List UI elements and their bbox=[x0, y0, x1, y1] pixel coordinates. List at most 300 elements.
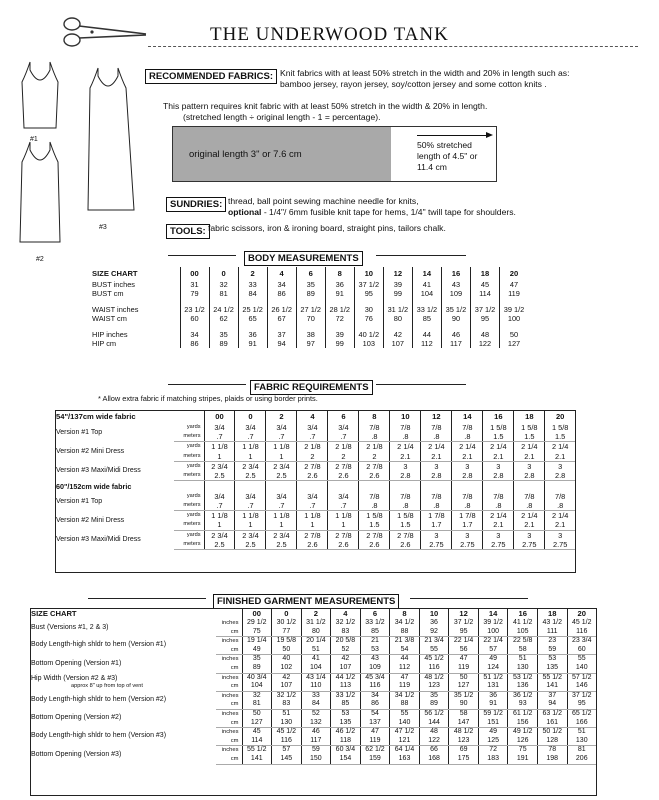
stretch-requirement-text: This pattern requires knit fabric with at least 50% stretch in the width & 20% in length. (stretched length ÷ original length - 1 = percentage). bbox=[163, 101, 488, 122]
value-cell: 48 bbox=[470, 330, 499, 339]
size-header bbox=[452, 481, 483, 492]
value-cell: 45 1/2 bbox=[419, 655, 449, 664]
row-label: Bottom Opening (Version #2) bbox=[31, 714, 122, 722]
value-cell: 3/4 bbox=[297, 492, 328, 501]
value-cell: 33 bbox=[301, 691, 331, 700]
value-cell: 75 bbox=[508, 746, 538, 755]
value-cell: 3/4 bbox=[204, 423, 235, 432]
value-cell: 62 1/2 bbox=[360, 746, 390, 755]
size-header bbox=[514, 481, 545, 492]
row-label: BUST inches bbox=[92, 280, 135, 290]
value-cell: 32 bbox=[242, 691, 272, 700]
size-header: 00 bbox=[180, 267, 209, 280]
table-row bbox=[92, 330, 528, 339]
value-cell: 43 1/2 bbox=[537, 619, 567, 628]
original-length-bar: original length 3" or 7.6 cm bbox=[173, 127, 391, 181]
row-label: Version #3 Maxi/Midi Dress bbox=[56, 536, 141, 544]
value-cell: 86 bbox=[180, 339, 209, 348]
value-cell: 58 bbox=[449, 709, 479, 718]
figure-label-3: #3 bbox=[99, 224, 107, 231]
table-row bbox=[31, 655, 596, 664]
value-cell: 3 bbox=[483, 530, 514, 540]
value-cell: 166 bbox=[567, 719, 596, 728]
stretched-length-text: 50% stretched length of 4.5" or 11.4 cm bbox=[417, 140, 478, 172]
tools-text: fabric scissors, iron & ironing board, straight pins, tailors chalk. bbox=[208, 223, 446, 233]
size-header bbox=[266, 481, 297, 492]
value-cell: 2.6 bbox=[359, 471, 390, 481]
value-cell: 1 5/8 bbox=[545, 423, 575, 432]
value-cell: 1 5/8 bbox=[390, 511, 421, 521]
value-cell: 2.1 bbox=[545, 452, 575, 462]
value-cell: .7 bbox=[266, 432, 297, 442]
value-cell: 7/8 bbox=[421, 492, 452, 501]
value-cell: 2.75 bbox=[545, 540, 575, 550]
value-cell: 47 bbox=[360, 728, 390, 737]
unit-label: cm bbox=[216, 646, 242, 655]
value-cell: 35 bbox=[419, 691, 449, 700]
value-cell: 3/4 bbox=[297, 423, 328, 432]
value-cell: 150 bbox=[301, 755, 331, 764]
value-cell: 36 bbox=[325, 280, 354, 289]
value-cell: 89 bbox=[209, 339, 238, 348]
value-cell: 60 3/4 bbox=[331, 746, 361, 755]
value-cell: 1 5/8 bbox=[359, 511, 390, 521]
sundries-label: SUNDRIES: bbox=[166, 194, 226, 212]
value-cell: 3 bbox=[390, 461, 421, 471]
value-cell: 72 bbox=[325, 314, 354, 323]
value-cell: 39 1/2 bbox=[500, 305, 528, 314]
value-cell: 47 bbox=[390, 673, 420, 682]
value-cell: 2 7/8 bbox=[359, 461, 390, 471]
value-cell: 137 bbox=[360, 719, 390, 728]
unit-label: yards bbox=[186, 424, 201, 430]
value-cell: 30 1/2 bbox=[272, 619, 302, 628]
value-cell: 95 bbox=[449, 628, 479, 637]
size-chart-label: SIZE CHART bbox=[92, 268, 138, 278]
figure-label-2: #2 bbox=[36, 256, 44, 263]
value-cell: 7/8 bbox=[421, 423, 452, 432]
value-cell: 91 bbox=[325, 289, 354, 298]
unit-label: yards bbox=[186, 492, 201, 499]
value-cell: 2.6 bbox=[297, 471, 328, 481]
value-cell: .7 bbox=[266, 501, 297, 511]
size-header: 2 bbox=[238, 267, 267, 280]
value-cell: 3 bbox=[545, 461, 575, 471]
value-cell: 161 bbox=[537, 719, 567, 728]
value-cell: 2.75 bbox=[452, 540, 483, 550]
value-cell: .8 bbox=[421, 501, 452, 511]
value-cell: 127 bbox=[242, 719, 272, 728]
value-cell: 76 bbox=[354, 314, 383, 323]
value-cell: 3/4 bbox=[328, 492, 359, 501]
value-cell: 2 1/4 bbox=[545, 511, 575, 521]
value-cell: 55 1/2 bbox=[537, 673, 567, 682]
value-cell: 2 1/4 bbox=[483, 511, 514, 521]
value-cell: 2.6 bbox=[328, 540, 359, 550]
value-cell: 43 bbox=[441, 280, 470, 289]
value-cell: 2 1/8 bbox=[328, 442, 359, 452]
size-header: 18 bbox=[537, 609, 567, 619]
size-header: 18 bbox=[514, 411, 545, 423]
value-cell: 43 1/4 bbox=[301, 673, 331, 682]
fabric-width-label: 60"/152cm wide fabric bbox=[56, 481, 132, 491]
table-row bbox=[56, 481, 575, 492]
table-row bbox=[31, 609, 596, 619]
value-cell: 103 bbox=[354, 339, 383, 348]
value-cell: 46 bbox=[441, 330, 470, 339]
garment-illustrations bbox=[14, 60, 144, 270]
value-cell: 107 bbox=[383, 339, 412, 348]
value-cell: 119 bbox=[449, 664, 479, 673]
value-cell: 206 bbox=[567, 755, 596, 764]
value-cell: 27 1/2 bbox=[296, 305, 325, 314]
size-header: 14 bbox=[452, 411, 483, 423]
value-cell: 123 bbox=[419, 682, 449, 691]
value-cell: 156 bbox=[508, 719, 538, 728]
value-cell: 2.1 bbox=[452, 452, 483, 462]
row-label: Version #3 Maxi/Midi Dress bbox=[56, 467, 141, 475]
value-cell: 1 bbox=[204, 520, 235, 530]
value-cell: 89 bbox=[242, 664, 272, 673]
value-cell: 2.5 bbox=[235, 471, 266, 481]
value-cell: .8 bbox=[359, 501, 390, 511]
value-cell: 7/8 bbox=[452, 423, 483, 432]
value-cell: 116 bbox=[272, 737, 302, 746]
value-cell: 140 bbox=[567, 664, 596, 673]
version-2-mini-dress-sketch bbox=[20, 142, 60, 242]
value-cell: 20 5/8 bbox=[331, 637, 361, 646]
value-cell: 37 1/2 bbox=[567, 691, 596, 700]
value-cell: 116 bbox=[360, 682, 390, 691]
value-cell: 91 bbox=[478, 700, 508, 709]
table-row bbox=[31, 691, 596, 700]
value-cell: 1 bbox=[266, 520, 297, 530]
value-cell: 94 bbox=[267, 339, 296, 348]
unit-label: meters bbox=[174, 432, 204, 442]
tools-label: TOOLS: bbox=[166, 221, 210, 239]
value-cell: 39 bbox=[325, 330, 354, 339]
row-label bbox=[31, 673, 216, 691]
value-cell: 63 1/2 bbox=[537, 709, 567, 718]
value-cell: 1 5/8 bbox=[514, 423, 545, 432]
value-cell: 95 bbox=[354, 289, 383, 298]
value-cell: 1.7 bbox=[452, 520, 483, 530]
value-cell: 1.7 bbox=[421, 520, 452, 530]
value-cell: .8 bbox=[390, 501, 421, 511]
value-cell: 122 bbox=[470, 339, 499, 348]
value-cell: 33 1/2 bbox=[360, 619, 390, 628]
value-cell: 191 bbox=[508, 755, 538, 764]
row-label-text: Hip Width (Version #2 & #3) bbox=[31, 675, 118, 683]
value-cell: 2 3/4 bbox=[204, 461, 235, 471]
value-cell: 45 1/2 bbox=[567, 619, 596, 628]
value-cell: 2 1/4 bbox=[545, 442, 575, 452]
value-cell: 59 bbox=[537, 646, 567, 655]
value-cell: 147 bbox=[449, 719, 479, 728]
value-cell: 141 bbox=[537, 682, 567, 691]
value-cell: 7/8 bbox=[483, 492, 514, 501]
table-row bbox=[56, 423, 575, 432]
value-cell: 168 bbox=[419, 755, 449, 764]
value-cell: 1 5/8 bbox=[483, 423, 514, 432]
table-row bbox=[56, 530, 575, 540]
value-cell: 183 bbox=[478, 755, 508, 764]
value-cell: 33 1/2 bbox=[331, 691, 361, 700]
value-cell: .7 bbox=[235, 501, 266, 511]
value-cell: 127 bbox=[500, 339, 528, 348]
unit-label: yards bbox=[186, 443, 201, 450]
unit-label: meters bbox=[174, 501, 204, 511]
fabric-requirements-table bbox=[56, 411, 575, 550]
value-cell: 45 bbox=[242, 728, 272, 737]
value-cell: 35 bbox=[209, 330, 238, 339]
value-cell: 44 bbox=[390, 655, 420, 664]
unit-label: cm bbox=[216, 700, 242, 709]
value-cell: 2 3/4 bbox=[204, 530, 235, 540]
value-cell: 22 1/4 bbox=[478, 637, 508, 646]
value-cell: 42 bbox=[272, 673, 302, 682]
value-cell: 2 7/8 bbox=[297, 530, 328, 540]
value-cell: 65 1/2 bbox=[567, 709, 596, 718]
value-cell: 81 bbox=[209, 289, 238, 298]
size-header: 8 bbox=[325, 267, 354, 280]
value-cell: 1.5 bbox=[359, 520, 390, 530]
value-cell: 66 bbox=[419, 746, 449, 755]
size-header bbox=[359, 481, 390, 492]
value-cell: 37 bbox=[537, 691, 567, 700]
table-row bbox=[31, 746, 596, 755]
value-cell: 58 bbox=[508, 646, 538, 655]
value-cell: 126 bbox=[508, 737, 538, 746]
value-cell: 2 3/4 bbox=[235, 530, 266, 540]
body-measurements-heading: BODY MEASUREMENTS bbox=[244, 248, 363, 266]
value-cell: .7 bbox=[328, 432, 359, 442]
value-cell: 2 1/8 bbox=[359, 442, 390, 452]
value-cell: 140 bbox=[390, 719, 420, 728]
size-header: 16 bbox=[508, 609, 538, 619]
value-cell: 92 bbox=[419, 628, 449, 637]
value-cell: 88 bbox=[390, 628, 420, 637]
unit-label: yards bbox=[186, 462, 201, 469]
size-header: 10 bbox=[354, 267, 383, 280]
value-cell: 47 bbox=[500, 280, 528, 289]
value-cell: 198 bbox=[537, 755, 567, 764]
size-header: 14 bbox=[412, 267, 441, 280]
value-cell: 22 5/8 bbox=[508, 637, 538, 646]
value-cell: 1 bbox=[328, 520, 359, 530]
value-cell: 21 3/8 bbox=[390, 637, 420, 646]
value-cell: 112 bbox=[412, 339, 441, 348]
value-cell: 2.5 bbox=[266, 540, 297, 550]
value-cell: 21 bbox=[360, 637, 390, 646]
value-cell: 2.1 bbox=[514, 452, 545, 462]
row-label: Bust (Versions #1, 2 & 3) bbox=[31, 623, 109, 631]
value-cell: 7/8 bbox=[359, 423, 390, 432]
value-cell: 53 bbox=[360, 646, 390, 655]
value-cell: 3 bbox=[514, 530, 545, 540]
row-label: Version #2 Mini Dress bbox=[56, 448, 125, 455]
unit-label: cm bbox=[216, 682, 242, 691]
value-cell: 2 3/4 bbox=[235, 461, 266, 471]
value-cell: 45 bbox=[470, 280, 499, 289]
table-row bbox=[56, 461, 575, 471]
value-cell: 62 bbox=[209, 314, 238, 323]
value-cell: 114 bbox=[470, 289, 499, 298]
size-header: 20 bbox=[545, 411, 575, 423]
figure-label-1: #1 bbox=[30, 136, 38, 143]
value-cell: 75 bbox=[242, 628, 272, 637]
value-cell: .8 bbox=[452, 432, 483, 442]
value-cell: 2.8 bbox=[390, 471, 421, 481]
value-cell: 55 bbox=[390, 709, 420, 718]
value-cell: 3/4 bbox=[235, 423, 266, 432]
size-header: 00 bbox=[204, 411, 235, 423]
value-cell: 2 7/8 bbox=[328, 461, 359, 471]
unit-label: yards bbox=[186, 531, 201, 538]
value-cell: 93 bbox=[508, 700, 538, 709]
value-cell: 53 bbox=[331, 709, 361, 718]
value-cell: 81 bbox=[242, 700, 272, 709]
value-cell: 84 bbox=[238, 289, 267, 298]
value-cell: .8 bbox=[483, 501, 514, 511]
fabric-requirements-heading: FABRIC REQUIREMENTS bbox=[250, 377, 373, 395]
recommended-fabrics-text: Knit fabrics with at least 50% stretch in the width and 20% in length such as: bamboo jersey, rayon jersey, soy/cotton jersey and some cotton knits . bbox=[280, 68, 570, 89]
value-cell: 131 bbox=[478, 682, 508, 691]
value-cell: 1 bbox=[297, 520, 328, 530]
value-cell: 52 bbox=[301, 709, 331, 718]
value-cell: 2.75 bbox=[514, 540, 545, 550]
value-cell: 90 bbox=[441, 314, 470, 323]
value-cell: 32 bbox=[209, 280, 238, 289]
value-cell: 80 bbox=[301, 628, 331, 637]
value-cell: 7/8 bbox=[545, 492, 575, 501]
size-header: 20 bbox=[567, 609, 596, 619]
value-cell: 83 bbox=[272, 700, 302, 709]
value-cell: 40 1/2 bbox=[354, 330, 383, 339]
size-header: 6 bbox=[360, 609, 390, 619]
value-cell: 2 bbox=[359, 452, 390, 462]
value-cell: 3/4 bbox=[266, 423, 297, 432]
value-cell: 48 bbox=[419, 728, 449, 737]
value-cell: 86 bbox=[267, 289, 296, 298]
value-cell: 50 bbox=[272, 646, 302, 655]
value-cell: 88 bbox=[390, 700, 420, 709]
row-label: Version #1 Top bbox=[56, 497, 103, 505]
size-header: 0 bbox=[209, 267, 238, 280]
value-cell: 23 3/4 bbox=[567, 637, 596, 646]
value-cell: 146 bbox=[567, 682, 596, 691]
size-header: 6 bbox=[328, 411, 359, 423]
value-cell: 2 3/4 bbox=[266, 530, 297, 540]
size-header bbox=[235, 481, 266, 492]
unit-label: meters bbox=[174, 471, 204, 481]
value-cell: 86 bbox=[360, 700, 390, 709]
value-cell: 2 bbox=[328, 452, 359, 462]
size-header bbox=[545, 481, 575, 492]
value-cell: 113 bbox=[331, 682, 361, 691]
value-cell: 34 1/2 bbox=[390, 691, 420, 700]
value-cell: 130 bbox=[272, 719, 302, 728]
value-cell: 31 1/2 bbox=[383, 305, 412, 314]
value-cell: .8 bbox=[545, 501, 575, 511]
value-cell: 1 bbox=[235, 520, 266, 530]
value-cell: 69 bbox=[449, 746, 479, 755]
value-cell: 1 1/8 bbox=[297, 511, 328, 521]
value-cell: 1 bbox=[235, 452, 266, 462]
scissors-icon bbox=[62, 14, 148, 50]
value-cell: 102 bbox=[272, 664, 302, 673]
row-label: Bottom Opening (Version #3) bbox=[31, 750, 122, 758]
value-cell: 118 bbox=[331, 737, 361, 746]
finished-garment-table bbox=[31, 609, 596, 765]
row-label: Body Length-high shldr to hem (Version #3) bbox=[31, 732, 167, 740]
value-cell: .8 bbox=[514, 501, 545, 511]
value-cell: 33 1/2 bbox=[412, 305, 441, 314]
size-header bbox=[390, 481, 421, 492]
value-cell: 1 1/8 bbox=[266, 511, 297, 521]
table-row bbox=[56, 511, 575, 521]
value-cell: 42 bbox=[331, 655, 361, 664]
value-cell: 121 bbox=[390, 737, 420, 746]
size-header: 14 bbox=[478, 609, 508, 619]
value-cell: 2.8 bbox=[452, 471, 483, 481]
value-cell: 136 bbox=[508, 682, 538, 691]
value-cell: 54 bbox=[390, 646, 420, 655]
value-cell: .7 bbox=[204, 432, 235, 442]
value-cell: 57 bbox=[478, 646, 508, 655]
value-cell: 107 bbox=[331, 664, 361, 673]
value-cell: 57 bbox=[272, 746, 302, 755]
size-header bbox=[297, 481, 328, 492]
value-cell: 48 1/2 bbox=[419, 673, 449, 682]
value-cell: 89 bbox=[419, 700, 449, 709]
value-cell: 3 bbox=[452, 461, 483, 471]
size-header: 4 bbox=[297, 411, 328, 423]
value-cell: 49 1/2 bbox=[508, 728, 538, 737]
value-cell: 54 bbox=[360, 709, 390, 718]
value-cell: 85 bbox=[412, 314, 441, 323]
row-label: HIP cm bbox=[92, 339, 117, 349]
value-cell: 84 bbox=[301, 700, 331, 709]
value-cell: 37 1/2 bbox=[354, 280, 383, 289]
size-header bbox=[204, 481, 235, 492]
table-row bbox=[92, 339, 528, 348]
value-cell: 2.1 bbox=[545, 520, 575, 530]
value-cell: 36 bbox=[478, 691, 508, 700]
value-cell: 135 bbox=[537, 664, 567, 673]
row-label: Body Length-high shldr to hem (Version #2) bbox=[31, 696, 167, 704]
value-cell: 2.8 bbox=[421, 471, 452, 481]
value-cell: 37 bbox=[267, 330, 296, 339]
page-title: THE UNDERWOOD TANK bbox=[210, 24, 449, 45]
value-cell: 52 bbox=[331, 646, 361, 655]
value-cell: 41 1/2 bbox=[508, 619, 538, 628]
value-cell: 3 bbox=[483, 461, 514, 471]
value-cell: 3/4 bbox=[235, 492, 266, 501]
value-cell: 25 1/2 bbox=[238, 305, 267, 314]
unit-label: cm bbox=[216, 664, 242, 673]
value-cell: 116 bbox=[567, 628, 596, 637]
value-cell: .7 bbox=[204, 501, 235, 511]
value-cell: 95 bbox=[470, 314, 499, 323]
value-cell: 2 7/8 bbox=[390, 530, 421, 540]
value-cell: 130 bbox=[508, 664, 538, 673]
size-header: 00 bbox=[242, 609, 272, 619]
size-header: 0 bbox=[272, 609, 302, 619]
size-header: 6 bbox=[296, 267, 325, 280]
value-cell: 31 bbox=[180, 280, 209, 289]
value-cell: 1 1/8 bbox=[204, 511, 235, 521]
